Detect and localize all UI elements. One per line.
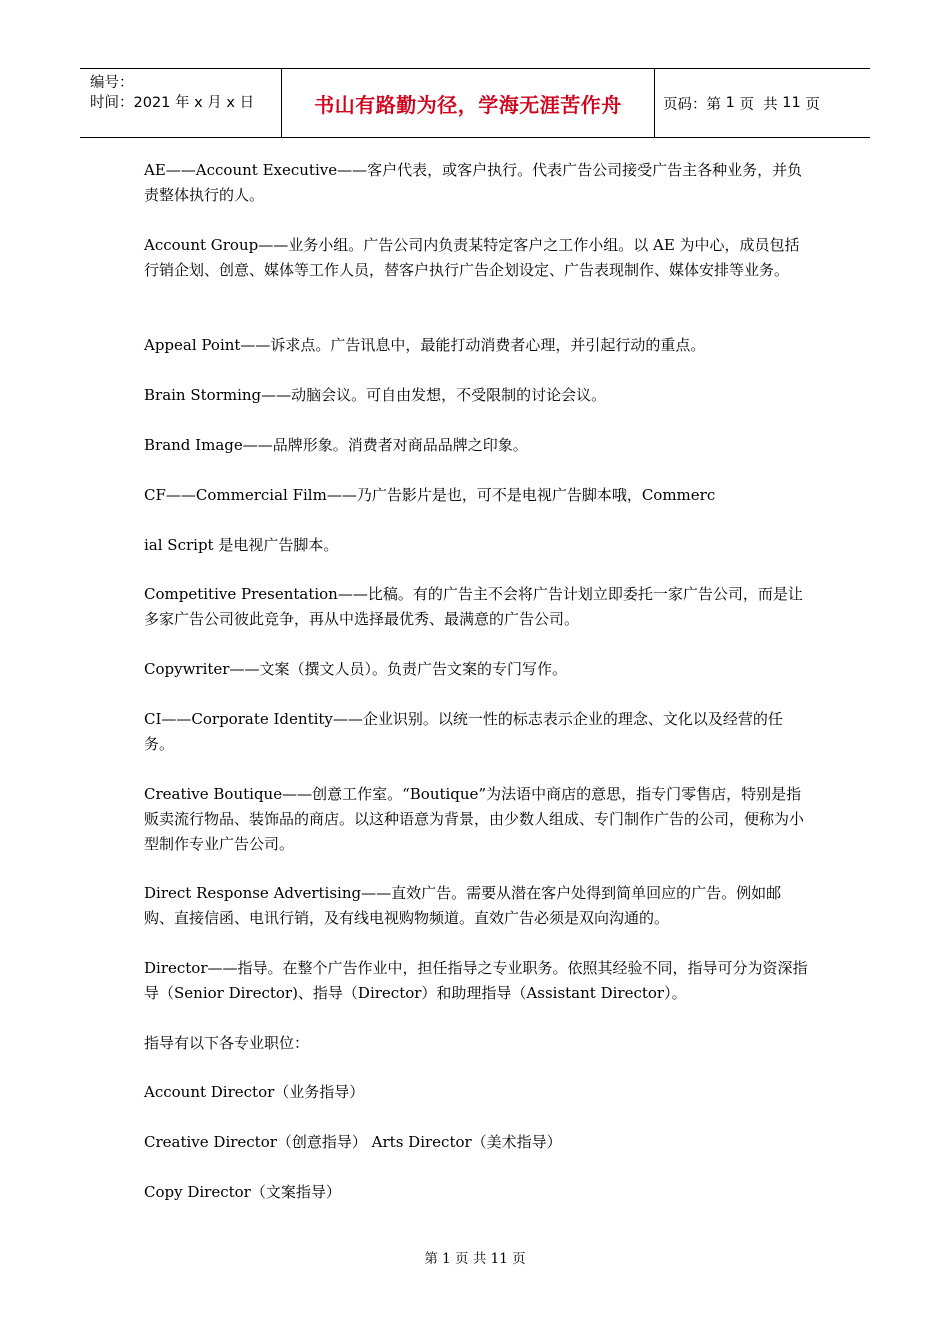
header-page-number: 1 bbox=[725, 95, 735, 111]
page-header bbox=[80, 68, 870, 138]
glossary-entry-brain-storming: Brain Storming——动脑会议。可自由发想，不受限制的讨论会议。 bbox=[144, 386, 607, 404]
glossary-entry-ci: CI——Corporate Identity——企业识别。以统一性的标志表示企业的理念、文化以及经营的任务。 bbox=[144, 710, 783, 753]
header-meta-cell bbox=[80, 69, 282, 137]
header-page-suffix: 页 bbox=[800, 96, 820, 113]
footer-mid: 页 共 bbox=[450, 1251, 491, 1267]
header-page-total: 11 bbox=[782, 95, 801, 111]
footer-page-total: 11 bbox=[490, 1251, 508, 1267]
page-footer bbox=[0, 1247, 950, 1267]
glossary-entry-cf-continued: ial Script 是电视广告脚本。 bbox=[144, 536, 339, 554]
header-motto-cell bbox=[282, 69, 655, 137]
glossary-entry-cf: CF——Commercial Film——乃广告影片是也，可不是电视广告脚本哦，Commerc bbox=[144, 486, 716, 504]
header-page-cell bbox=[655, 69, 870, 137]
header-page-mid: 页 共 bbox=[734, 96, 783, 113]
glossary-entry-brand-image: Brand Image——品牌形象。消费者对商品品牌之印象。 bbox=[144, 436, 528, 454]
position-creative-arts-director: Creative Director（创意指导） Arts Director（美术指导） bbox=[144, 1133, 562, 1151]
glossary-entry-creative-boutique: Creative Boutique——创意工作室。“Boutique”为法语中商店的意思，指专门零售店，特别是指贩卖流行物品、装饰品的商店。以这种语意为背景，由少数人组成、专门制作广告的公司，便称为小型制作专业广告公司。 bbox=[144, 785, 805, 853]
glossary-entry-account-group: Account Group——业务小组。广告公司内负责某特定客户之工作小组。以 AE 为中心，成员包括行销企划、创意、媒体等工作人员，替客户执行广告企划设定、广告表现制作、媒体安排等业务。 bbox=[144, 236, 800, 279]
glossary-entry-competitive-presentation: Competitive Presentation——比稿。有的广告主不会将广告计划立即委托一家广告公司，而是让多家广告公司彼此竞争，再从中选择最优秀、最满意的广告公司。 bbox=[144, 585, 803, 628]
document-number-label: 编号： bbox=[90, 75, 134, 91]
glossary-entry-appeal-point: Appeal Point——诉求点。广告讯息中，最能打动消费者心理，并引起行动的重点。 bbox=[144, 336, 706, 354]
director-positions-intro: 指导有以下各专业职位： bbox=[144, 1034, 310, 1052]
header-motto: 书山有路勤为径，学海无涯苦作舟 bbox=[314, 92, 622, 117]
footer-page-number: 1 bbox=[442, 1251, 451, 1267]
footer-prefix: 第 bbox=[424, 1251, 443, 1267]
document-date-label: 时间：2021 年 x 月 x 日 bbox=[90, 95, 255, 111]
glossary-entry-ae: AE——Account Executive——客户代表，或客户执行。代表广告公司接受广告主各种业务，并负责整体执行的人。 bbox=[144, 161, 803, 204]
footer-suffix: 页 bbox=[507, 1251, 526, 1267]
header-page-prefix: 页码：第 bbox=[663, 96, 726, 113]
glossary-entry-director: Director——指导。在整个广告作业中，担任指导之专业职务。依照其经验不同，指导可分为资深指导（Senior Director)、指导（Director）和助理指导（Assistant Director）。 bbox=[144, 959, 808, 1002]
glossary-entry-direct-response: Direct Response Advertising——直效广告。需要从潜在客户处得到简单回应的广告。例如邮购、直接信函、电讯行销，及有线电视购物频道。直效广告必须是双向沟通的。 bbox=[144, 884, 782, 927]
position-copy-director: Copy Director（文案指导） bbox=[144, 1183, 341, 1201]
glossary-entry-copywriter: Copywriter——文案（撰文人员）。负责广告文案的专门写作。 bbox=[144, 660, 567, 678]
position-account-director: Account Director（业务指导） bbox=[144, 1083, 365, 1101]
